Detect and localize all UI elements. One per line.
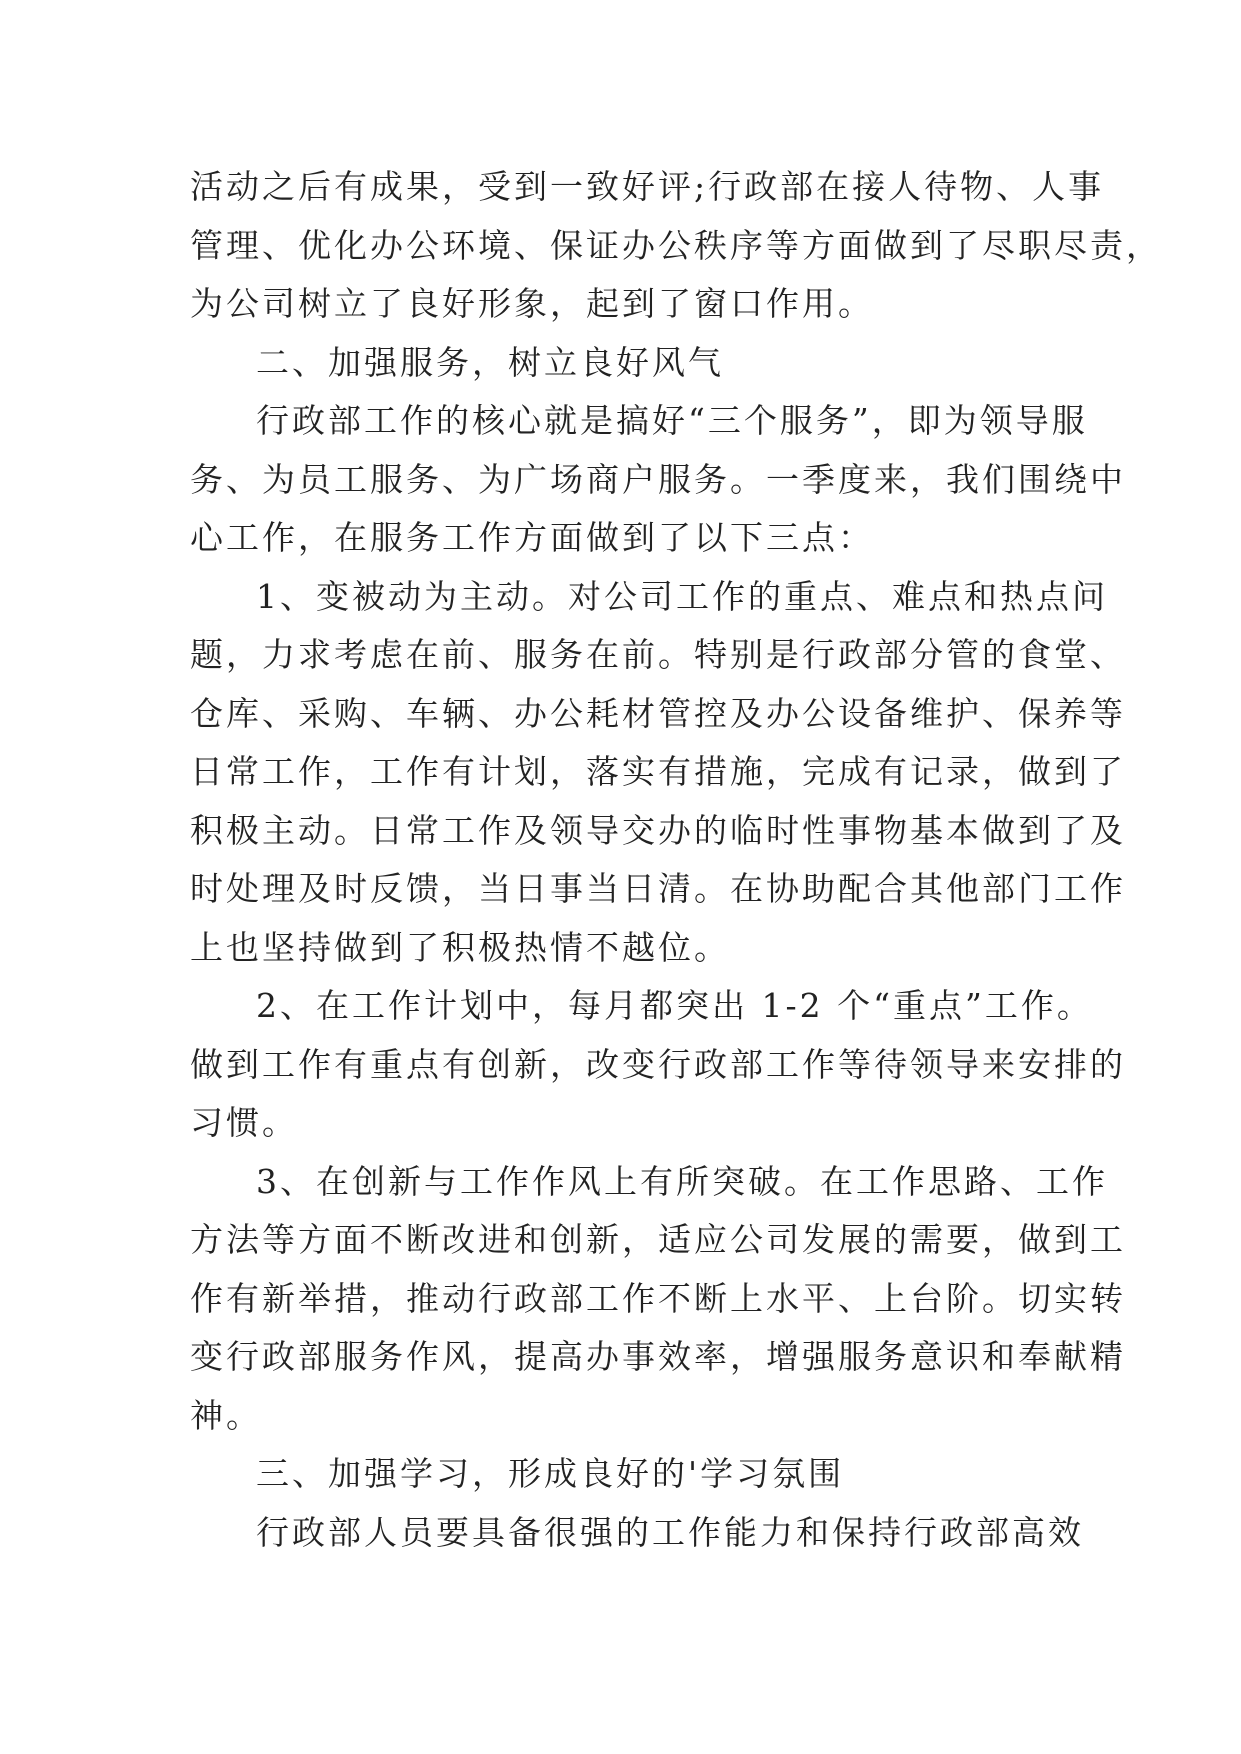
text-line: 时处理及时反馈，当日事当日清。在协助配合其他部门工作 [190, 869, 1126, 908]
text-line: 务、为员工服务、为广场商户服务。一季度来，我们围绕中 [190, 459, 1126, 499]
section-heading: 三、加强学习，形成良好的'学习氛围 [256, 1454, 845, 1493]
text-line: 上也坚持做到了积极热情不越位。 [190, 927, 730, 967]
text-line: 活动之后有成果，受到一致好评;行政部在接人待物、人事 [190, 167, 1105, 206]
text-line: 神。 [190, 1395, 262, 1435]
list-item-start: 3、在创新与工作作风上有所突破。在工作思路、工作 [256, 1161, 1108, 1201]
text-line: 题，力求考虑在前、服务在前。特别是行政部分管的食堂、 [190, 635, 1126, 674]
text-line: 心工作，在服务工作方面做到了以下三点： [190, 518, 874, 557]
list-item-start: 1、变被动为主动。对公司工作的重点、难点和热点问 [256, 576, 1108, 616]
text-line: 方法等方面不断改进和创新，适应公司发展的需要，做到工 [190, 1220, 1126, 1259]
text-line: 日常工作，工作有计划，落实有措施，完成有记录，做到了 [190, 752, 1126, 791]
text-line: 作有新举措，推动行政部工作不断上水平、上台阶。切实转 [190, 1278, 1126, 1318]
document-body [190, 158, 1162, 1562]
text-line: 行政部工作的核心就是搞好“三个服务”，即为领导服 [256, 401, 1088, 440]
list-item-start: 2、在工作计划中，每月都突出 1-2 个“重点”工作。 [256, 986, 1093, 1025]
text-line: 变行政部服务作风，提高办事效率，增强服务意识和奉献精 [190, 1337, 1126, 1376]
text-line: 行政部人员要具备很强的工作能力和保持行政部高效 [256, 1512, 1084, 1552]
text-line: 管理、优化办公环境、保证办公秩序等方面做到了尽职尽责， [190, 225, 1162, 265]
text-line: 做到工作有重点有创新，改变行政部工作等待领导来安排的 [190, 1044, 1126, 1084]
text-line: 积极主动。日常工作及领导交办的临时性事物基本做到了及 [190, 810, 1126, 850]
text-line: 为公司树立了良好形象，起到了窗口作用。 [190, 284, 874, 323]
section-heading: 二、加强服务，树立良好风气 [256, 342, 724, 382]
text-line: 习惯。 [190, 1103, 298, 1142]
text-line: 仓库、采购、车辆、办公耗材管控及办公设备维护、保养等 [190, 693, 1126, 733]
